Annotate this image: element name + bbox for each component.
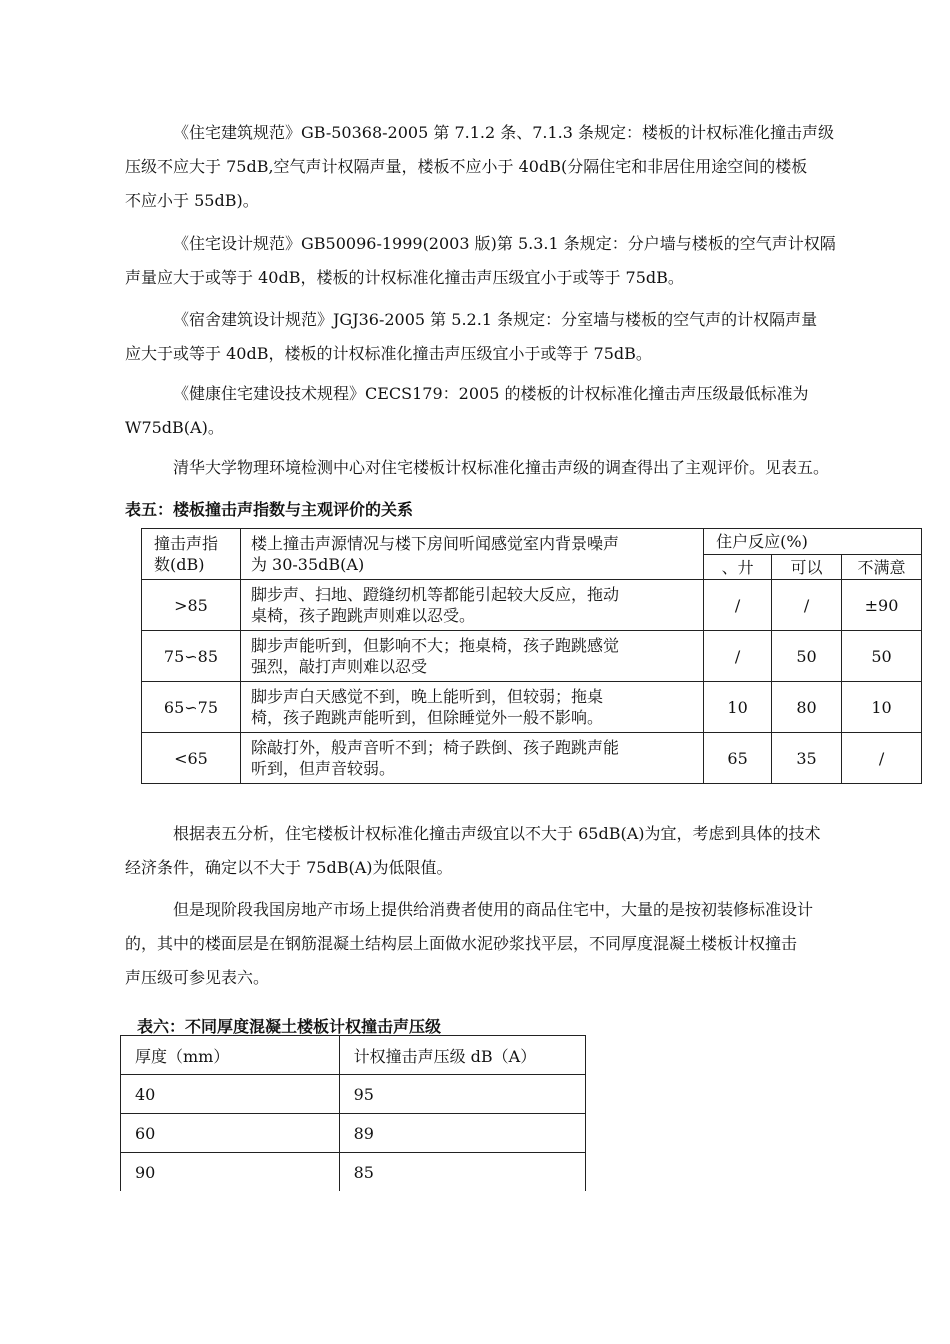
table-row	[121, 1075, 586, 1114]
table-row	[121, 1153, 586, 1192]
paragraph-tsinghua-survey	[125, 451, 940, 485]
cell-text: 强烈，敲打声则难以忍受	[250, 657, 427, 676]
table6-header-impact-level: 计权撞击声压级 dB（A）	[339, 1036, 585, 1075]
paragraph-residential-design-code	[125, 227, 940, 295]
response-cell: 35	[772, 733, 842, 784]
table5-header-row	[142, 529, 922, 555]
response-cell: /	[704, 631, 772, 682]
table5-header-resident-response: 住户反应(%)	[704, 529, 922, 555]
description-cell	[240, 682, 703, 733]
text-line: 压级不应大于 75dB,空气声计权隔声量，楼板不应小于 40dB(分隔住宅和非居住用途空间的楼板	[125, 157, 808, 176]
table-row	[121, 1114, 586, 1153]
cell-text: 脚步声、扫地、蹬缝纫机等都能引起较大反应，拖动	[250, 585, 619, 604]
table5-caption: 表五：楼板撞击声指数与主观评价的关系	[125, 500, 414, 519]
response-cell: 50	[772, 631, 842, 682]
response-cell: 65	[704, 733, 772, 784]
paragraph-healthy-housing-code	[125, 377, 940, 445]
table-row	[142, 682, 922, 733]
level-cell: <65	[142, 733, 241, 784]
description-cell	[240, 733, 703, 784]
thickness-cell: 60	[121, 1114, 340, 1153]
table5-header-description	[240, 529, 703, 580]
level-cell: >85	[142, 580, 241, 631]
header-text: 为 30-35dB(A)	[250, 555, 365, 574]
table6-header-thickness: 厚度（mm）	[121, 1036, 340, 1075]
description-cell	[240, 580, 703, 631]
table-row	[142, 733, 922, 784]
table6-header-row	[121, 1036, 586, 1075]
thickness-cell: 90	[121, 1153, 340, 1192]
table6-caption: 表六：不同厚度混凝土楼板计权撞击声压级	[137, 1017, 442, 1036]
paragraph-market-status	[125, 893, 940, 995]
response-cell: /	[842, 733, 922, 784]
impact-level-cell: 85	[339, 1153, 585, 1192]
description-cell	[240, 631, 703, 682]
paragraph-residential-code	[125, 116, 940, 218]
table-row	[142, 580, 922, 631]
text-line: 声压级可参见表六。	[125, 968, 270, 987]
level-cell: 65∽75	[142, 682, 241, 733]
impact-level-cell: 89	[339, 1114, 585, 1153]
text-line: 《住宅设计规范》GB50096-1999(2003 版)第 5.3.1 条规定：分户墙与楼板的空气声计权隔	[173, 234, 836, 253]
table-row	[142, 631, 922, 682]
text-line: W75dB(A)。	[125, 418, 224, 437]
cell-text: 听到，但声音较弱。	[250, 759, 395, 778]
text-line: 根据表五分析，住宅楼板计权标准化撞击声级宜以不大于 65dB(A)为宜，考虑到具体的技术	[173, 824, 821, 843]
cell-text: 桌椅，孩子跑跳声则难以忍受。	[250, 606, 475, 625]
cell-text: 除敲打外，般声音听不到；椅子跌倒、孩子跑跳声能	[250, 738, 619, 757]
level-cell: 75∽85	[142, 631, 241, 682]
cell-text: 脚步声能听到，但影响不大；拖桌椅，孩子跑跳感觉	[250, 636, 619, 655]
text-line: 应大于或等于 40dB，楼板的计权标准化撞击声压级宜小于或等于 75dB。	[125, 344, 652, 363]
header-text: 数(dB)	[154, 555, 205, 574]
response-cell: 80	[772, 682, 842, 733]
text-line: 《健康住宅建设技术规程》CECS179：2005 的楼板的计权标准化撞击声压级最低标准为	[173, 384, 809, 403]
text-line: 声量应大于或等于 40dB，楼板的计权标准化撞击声压级宜小于或等于 75dB。	[125, 268, 684, 287]
header-text: 楼上撞击声源情况与楼下房间听闻感觉室内背景噪声	[250, 534, 619, 553]
table5-subheader-dissatisfied: 不满意	[842, 555, 922, 580]
paragraph-dormitory-code	[125, 303, 940, 371]
response-cell: 10	[842, 682, 922, 733]
text-line: 的，其中的楼面层是在钢筋混凝土结构层上面做水泥砂浆找平层，不同厚度混凝土楼板计权撞击	[125, 934, 798, 953]
impact-level-cell: 95	[339, 1075, 585, 1114]
table5-subheader-acceptable: 可以	[772, 555, 842, 580]
text-line: 不应小于 55dB)。	[125, 191, 259, 210]
response-cell: /	[772, 580, 842, 631]
table6-thickness-vs-impact-level	[120, 1035, 586, 1191]
table5-header-level	[142, 529, 241, 580]
text-line: 但是现阶段我国房地产市场上提供给消费者使用的商品住宅中，大量的是按初装修标准设计	[173, 900, 814, 919]
table5-impact-sound-evaluation	[141, 528, 922, 784]
response-cell: 10	[704, 682, 772, 733]
response-cell: ±90	[842, 580, 922, 631]
thickness-cell: 40	[121, 1075, 340, 1114]
text-line: 清华大学物理环境检测中心对住宅楼板计权标准化撞击声级的调查得出了主观评价。见表五。	[173, 458, 830, 477]
table5-subheader-1: 、廾	[704, 555, 772, 580]
response-cell: 50	[842, 631, 922, 682]
paragraph-analysis	[125, 817, 940, 885]
cell-text: 脚步声白天感觉不到，晚上能听到，但较弱；拖桌	[250, 687, 603, 706]
header-text: 撞击声指	[154, 534, 219, 553]
response-cell: /	[704, 580, 772, 631]
cell-text: 椅，孩子跑跳声能听到，但除睡觉外一般不影响。	[250, 708, 603, 727]
text-line: 经济条件，确定以不大于 75dB(A)为低限值。	[125, 858, 453, 877]
text-line: 《宿舍建筑设计规范》JGJ36-2005 第 5.2.1 条规定：分室墙与楼板的空气声的计权隔声量	[173, 310, 818, 329]
text-line: 《住宅建筑规范》GB-50368-2005 第 7.1.2 条、7.1.3 条规定：楼板的计权标准化撞击声级	[173, 123, 835, 142]
